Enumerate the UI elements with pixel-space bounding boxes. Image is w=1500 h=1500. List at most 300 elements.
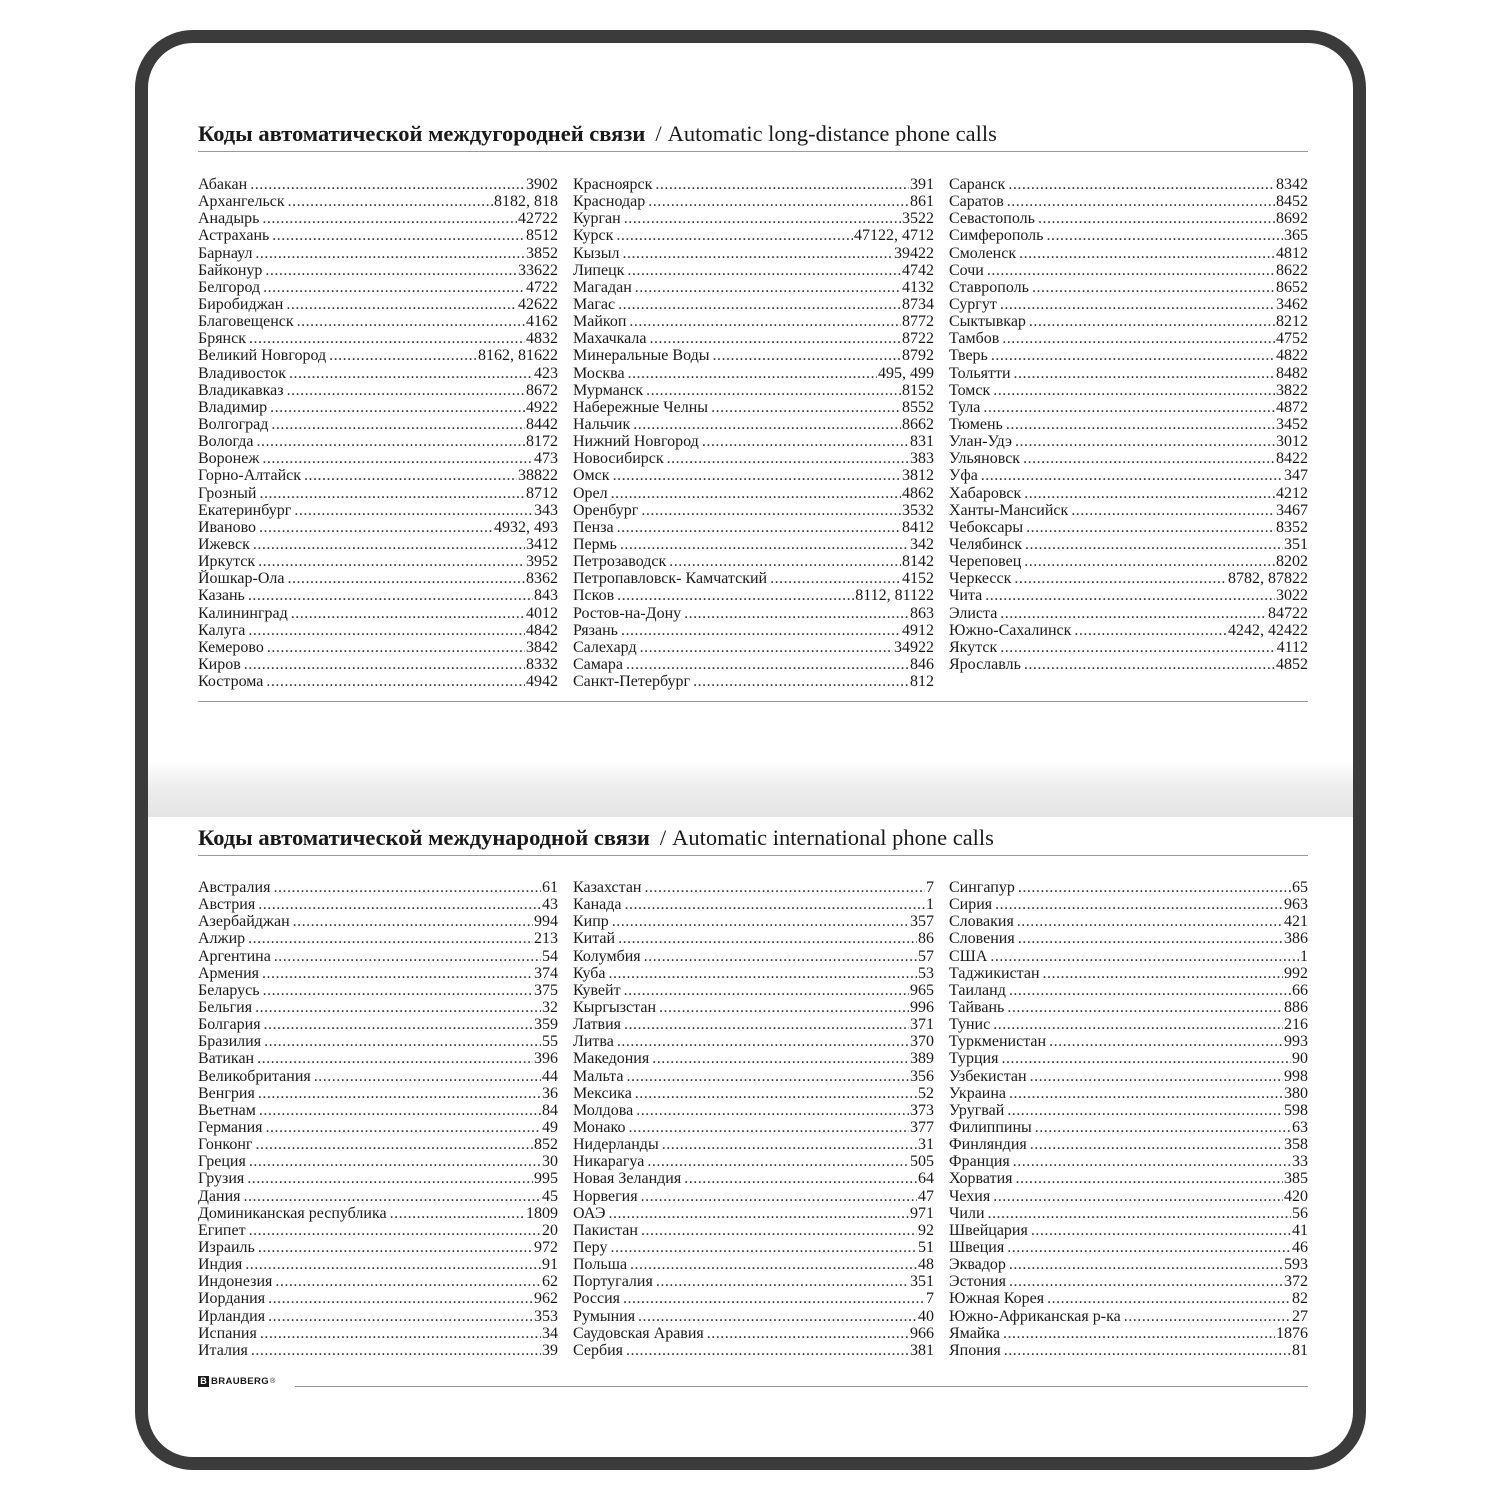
dot-leader — [1017, 913, 1283, 930]
dialing-code: 3412 — [526, 535, 558, 553]
country-name: Канада — [573, 896, 622, 914]
dot-leader — [244, 1188, 542, 1205]
city-code-entry — [573, 433, 934, 450]
dialing-code: 42622 — [518, 295, 558, 313]
dialing-code: 51 — [918, 1238, 934, 1256]
city-code-entry — [198, 347, 558, 364]
dot-leader — [626, 1068, 909, 1085]
country-code-entry — [198, 1068, 558, 1085]
dot-leader — [990, 948, 1299, 965]
city-code-entry — [573, 262, 934, 279]
country-code-entry — [949, 1256, 1308, 1273]
city-code-entry — [573, 176, 934, 193]
dialing-code: 27 — [1292, 1307, 1308, 1325]
city-code-entry — [949, 245, 1308, 262]
dot-leader — [1030, 1136, 1283, 1153]
dot-leader — [1032, 279, 1275, 296]
country-code-entry — [573, 1102, 934, 1119]
country-code-entry — [949, 1273, 1308, 1290]
country-name: Португалия — [573, 1273, 653, 1291]
dialing-code: 8772 — [902, 313, 934, 331]
city-code-entry — [573, 365, 934, 382]
dot-leader — [646, 382, 901, 399]
country-code-entry — [573, 1342, 934, 1359]
international-title-en: Automatic international phone calls — [672, 825, 994, 850]
dialing-code: 8182, 818 — [494, 193, 558, 211]
dialing-code: 82 — [1292, 1290, 1308, 1308]
city-code-entry — [949, 605, 1308, 622]
country-name: Таиланд — [949, 981, 1006, 999]
dot-leader — [1002, 330, 1275, 347]
city-name: Благовещенск — [198, 313, 294, 331]
dialing-code: 66 — [1292, 981, 1308, 999]
dot-leader — [667, 450, 909, 467]
city-code-entry — [198, 673, 558, 690]
country-code-entry — [198, 1325, 558, 1342]
dot-leader — [1035, 1119, 1291, 1136]
dialing-code: 381 — [910, 1341, 934, 1359]
dialing-code: 39 — [542, 1341, 558, 1359]
country-code-entry — [573, 930, 934, 947]
dialing-code: 43 — [542, 896, 558, 914]
city-name: Тольятти — [949, 364, 1011, 382]
city-code-entry — [198, 519, 558, 536]
dot-leader — [259, 485, 525, 502]
dot-leader — [1006, 416, 1275, 433]
dot-leader — [702, 433, 909, 450]
city-name: Курск — [573, 227, 614, 245]
country-code-entry — [198, 1170, 558, 1187]
dot-leader — [1074, 622, 1227, 639]
dialing-code: 45 — [542, 1187, 558, 1205]
city-code-entry — [573, 502, 934, 519]
city-name: Екатеринбург — [198, 501, 292, 519]
city-name: Кемерово — [198, 638, 264, 656]
dialing-code: 1 — [1300, 947, 1308, 965]
country-code-entry — [198, 1153, 558, 1170]
dialing-code: 3852 — [526, 244, 558, 262]
country-code-entry — [573, 1033, 934, 1050]
dialing-code: 90 — [1292, 1050, 1308, 1068]
city-code-entry — [949, 210, 1308, 227]
dialing-code: 42722 — [518, 210, 558, 228]
dot-leader — [656, 1273, 909, 1290]
city-code-entry — [573, 570, 934, 587]
country-code-entry — [949, 913, 1308, 930]
international-title-ru: Коды автоматической международной связи — [198, 825, 650, 850]
dialing-code: 3022 — [1276, 587, 1308, 605]
dot-leader — [248, 622, 525, 639]
dialing-code: 831 — [910, 433, 934, 451]
city-code-entry — [573, 622, 934, 639]
city-name: Сочи — [949, 261, 984, 279]
dialing-code: 385 — [1284, 1170, 1308, 1188]
dialing-code: 365 — [1284, 227, 1308, 245]
dot-leader — [633, 416, 901, 433]
dialing-code: 993 — [1284, 1033, 1308, 1051]
dialing-code: 53 — [918, 964, 934, 982]
dialing-code: 54 — [542, 947, 558, 965]
dialing-code: 38822 — [518, 467, 558, 485]
country-name: Мексика — [573, 1084, 632, 1102]
country-code-entry — [198, 930, 558, 947]
city-code-entry — [573, 519, 934, 536]
dialing-code: 372 — [1284, 1273, 1308, 1291]
city-name: Орел — [573, 484, 608, 502]
dot-leader — [1014, 570, 1227, 587]
dot-leader — [1000, 605, 1267, 622]
country-name: Латвия — [573, 1016, 622, 1034]
country-code-entry — [573, 1136, 934, 1153]
city-code-entry — [949, 382, 1308, 399]
country-code-entry — [573, 1170, 934, 1187]
country-name: Испания — [198, 1324, 257, 1342]
city-name: Брянск — [198, 330, 246, 348]
city-name: Пермь — [573, 535, 617, 553]
dialing-code: 216 — [1284, 1016, 1308, 1034]
country-name: Венгрия — [198, 1084, 255, 1102]
dialing-code: 965 — [910, 981, 934, 999]
dialing-code: 81 — [1292, 1341, 1308, 1359]
dot-leader — [1024, 553, 1275, 570]
page-fold-shadow — [148, 761, 1353, 817]
country-name: Бельгия — [198, 998, 253, 1016]
dialing-code: 62 — [542, 1273, 558, 1291]
brauberg-logo — [198, 1376, 275, 1387]
country-name: Тайвань — [949, 998, 1005, 1016]
city-code-entry — [198, 622, 558, 639]
dot-leader — [289, 365, 533, 382]
dot-leader — [268, 1290, 533, 1307]
country-code-entry — [198, 1136, 558, 1153]
dot-leader — [265, 262, 517, 279]
dot-leader — [618, 296, 901, 313]
dialing-code: 353 — [534, 1307, 558, 1325]
city-name: Ярославль — [949, 655, 1021, 673]
city-code-entry — [949, 433, 1308, 450]
dialing-code: 593 — [1284, 1256, 1308, 1274]
city-code-entry — [949, 176, 1308, 193]
dot-leader — [314, 1068, 541, 1085]
dialing-code: 359 — [534, 1016, 558, 1034]
dialing-code: 4822 — [1276, 347, 1308, 365]
country-code-entry — [198, 896, 558, 913]
dot-leader — [617, 587, 854, 604]
country-name: Кыргызстан — [573, 998, 657, 1016]
country-name: Сингапур — [949, 879, 1015, 896]
dot-leader — [249, 330, 525, 347]
city-code-entry — [573, 296, 934, 313]
dot-leader — [662, 1136, 917, 1153]
city-code-entry — [573, 656, 934, 673]
dialing-code: 4932, 493 — [494, 518, 558, 536]
country-name: Казахстан — [573, 879, 642, 896]
country-code-entry — [198, 1342, 558, 1359]
country-code-entry — [198, 982, 558, 999]
country-code-entry — [573, 1308, 934, 1325]
dot-leader — [1008, 176, 1275, 193]
footer-rule — [295, 1386, 1308, 1387]
city-code-entry — [198, 296, 558, 313]
country-name: Германия — [198, 1118, 263, 1136]
international-codes-column-2 — [573, 879, 934, 1359]
city-code-entry — [949, 587, 1308, 604]
city-name: Нижний Новгород — [573, 433, 699, 451]
country-code-entry — [198, 1033, 558, 1050]
dialing-code: 8112, 81122 — [855, 587, 934, 605]
dot-leader — [255, 999, 541, 1016]
city-code-entry — [949, 467, 1308, 484]
country-name: Пакистан — [573, 1221, 638, 1239]
country-name: Австралия — [198, 879, 271, 896]
dialing-code: 852 — [534, 1136, 558, 1154]
city-code-entry — [573, 399, 934, 416]
country-name: Румыния — [573, 1307, 636, 1325]
country-code-entry — [949, 1153, 1308, 1170]
dialing-code: 3822 — [1276, 381, 1308, 399]
city-code-entry — [573, 382, 934, 399]
city-name: Волгоград — [198, 415, 269, 433]
dot-leader — [985, 587, 1275, 604]
dot-leader — [618, 930, 917, 947]
country-code-entry — [573, 1239, 934, 1256]
dialing-code: 55 — [542, 1033, 558, 1051]
dialing-code: 4832 — [526, 330, 558, 348]
city-code-entry — [198, 210, 558, 227]
dot-leader — [274, 948, 541, 965]
dot-leader — [627, 262, 901, 279]
city-name: Томск — [949, 381, 991, 399]
country-name: Эстония — [949, 1273, 1006, 1291]
dialing-code: 48 — [918, 1256, 934, 1274]
country-name: Италия — [198, 1341, 248, 1359]
city-name: Оренбург — [573, 501, 639, 519]
city-name: Абакан — [198, 176, 248, 193]
dialing-code: 8212 — [1276, 313, 1308, 331]
city-name: Владимир — [198, 398, 268, 416]
country-code-entry — [573, 1205, 934, 1222]
city-code-entry — [573, 485, 934, 502]
dialing-code: 32 — [542, 998, 558, 1016]
city-name: Красноярск — [573, 176, 653, 193]
country-name: Азербайджан — [198, 913, 290, 931]
country-code-entry — [198, 1205, 558, 1222]
dialing-code: 31 — [918, 1136, 934, 1154]
page-footer — [198, 1374, 1308, 1394]
dot-leader — [287, 382, 525, 399]
country-code-entry — [949, 1119, 1308, 1136]
dialing-code: 41 — [1292, 1221, 1308, 1239]
dot-leader — [260, 1325, 541, 1342]
dialing-code: 992 — [1284, 964, 1308, 982]
city-name: Владивосток — [198, 364, 286, 382]
city-name: Петропавловск- Камчатский — [573, 570, 768, 588]
dialing-code: 8734 — [902, 295, 934, 313]
dot-leader — [1009, 1256, 1283, 1273]
dialing-code: 84 — [542, 1101, 558, 1119]
city-code-entry — [573, 279, 934, 296]
country-code-entry — [198, 999, 558, 1016]
city-name: Петрозаводск — [573, 553, 667, 571]
city-name: Киров — [198, 655, 241, 673]
city-name: Тамбов — [949, 330, 1000, 348]
country-code-entry — [949, 1342, 1308, 1359]
city-name: Иваново — [198, 518, 257, 536]
dot-leader — [1009, 1085, 1283, 1102]
city-code-entry — [198, 656, 558, 673]
dot-leader — [288, 193, 493, 210]
city-name: Воронеж — [198, 450, 260, 468]
dialing-code: 4722 — [526, 278, 558, 296]
dialing-code: 4922 — [526, 398, 558, 416]
dot-leader — [684, 1170, 917, 1187]
city-code-entry — [573, 605, 934, 622]
dot-leader — [264, 1016, 533, 1033]
dialing-code: 357 — [910, 913, 934, 931]
city-name: Иркутск — [198, 553, 256, 571]
country-name: Турция — [949, 1050, 999, 1068]
dialing-code: 962 — [534, 1290, 558, 1308]
city-name: Чита — [949, 587, 983, 605]
dot-leader — [1029, 313, 1275, 330]
dialing-code: 8452 — [1276, 193, 1308, 211]
dialing-code: 84722 — [1268, 604, 1308, 622]
country-code-entry — [198, 1308, 558, 1325]
dialing-code: 34 — [542, 1324, 558, 1342]
country-code-entry — [949, 1170, 1308, 1187]
dot-leader — [263, 982, 533, 999]
dialing-code: 47 — [918, 1187, 934, 1205]
dialing-code: 4872 — [1276, 398, 1308, 416]
city-name: Курган — [573, 210, 621, 228]
city-code-entry — [949, 347, 1308, 364]
dialing-code: 1876 — [1276, 1324, 1308, 1342]
city-code-entry — [949, 639, 1308, 656]
city-name: Якутск — [949, 638, 998, 656]
country-name: Дания — [198, 1187, 241, 1205]
dot-leader — [1016, 1170, 1284, 1187]
dialing-code: 61 — [542, 879, 558, 896]
country-name: Южная Корея — [949, 1290, 1045, 1308]
dot-leader — [257, 1050, 533, 1067]
country-name: Беларусь — [198, 981, 260, 999]
country-code-entry — [949, 1239, 1308, 1256]
dialing-code: 966 — [910, 1324, 934, 1342]
country-name: Доминиканская республика — [198, 1204, 387, 1222]
city-name: Салехард — [573, 638, 637, 656]
dialing-code: 8422 — [1276, 450, 1308, 468]
dot-leader — [287, 570, 525, 587]
dot-leader — [630, 1256, 917, 1273]
dialing-code: 40 — [918, 1307, 934, 1325]
dialing-code: 386 — [1284, 930, 1308, 948]
dot-leader — [262, 450, 533, 467]
city-code-entry — [198, 313, 558, 330]
dialing-code: 52 — [918, 1084, 934, 1102]
dot-leader — [1014, 365, 1275, 382]
country-name: Мальта — [573, 1067, 624, 1085]
dot-leader — [256, 433, 525, 450]
dot-leader — [249, 1153, 541, 1170]
city-code-entry — [949, 399, 1308, 416]
city-code-entry — [949, 330, 1308, 347]
dialing-code: 1809 — [526, 1204, 558, 1222]
city-name: Москва — [573, 364, 625, 382]
dialing-code: 36 — [542, 1084, 558, 1102]
city-code-entry — [198, 485, 558, 502]
city-name: Тверь — [949, 347, 988, 365]
city-name: Горно-Алтайск — [198, 467, 301, 485]
country-name: Вьетнам — [198, 1101, 256, 1119]
country-name: Словакия — [949, 913, 1014, 931]
dialing-code: 371 — [910, 1016, 934, 1034]
city-code-entry — [198, 587, 558, 604]
dialing-code: 8552 — [902, 398, 934, 416]
city-code-entry — [198, 365, 558, 382]
dot-leader — [258, 553, 525, 570]
dialing-code: 375 — [534, 981, 558, 999]
brand-name: BRAUBERG — [211, 1376, 270, 1387]
city-name: Псков — [573, 587, 615, 605]
dot-leader — [613, 467, 901, 484]
city-code-entry — [949, 570, 1308, 587]
country-code-entry — [198, 1050, 558, 1067]
country-code-entry — [573, 879, 934, 896]
dot-leader — [1003, 1325, 1275, 1342]
dot-leader — [644, 948, 917, 965]
dot-leader — [669, 553, 901, 570]
city-code-entry — [573, 330, 934, 347]
city-name: Омск — [573, 467, 610, 485]
city-code-entry — [949, 365, 1308, 382]
dialing-code: 812 — [910, 673, 934, 691]
city-code-entry — [573, 416, 934, 433]
city-code-entry — [198, 193, 558, 210]
country-name: Кувейт — [573, 981, 621, 999]
dialing-code: 383 — [910, 450, 934, 468]
city-name: Минеральные Воды — [573, 347, 710, 365]
city-code-entry — [949, 416, 1308, 433]
dot-leader — [1046, 227, 1283, 244]
country-name: США — [949, 947, 988, 965]
country-code-entry — [949, 1308, 1308, 1325]
city-name: Череповец — [949, 553, 1022, 571]
city-code-entry — [198, 639, 558, 656]
dot-leader — [271, 416, 525, 433]
dot-leader — [626, 656, 909, 673]
dialing-code: 4852 — [1276, 655, 1308, 673]
dot-leader — [259, 519, 493, 536]
country-name: Чили — [949, 1204, 985, 1222]
dot-leader — [1024, 485, 1275, 502]
country-code-entry — [949, 1068, 1308, 1085]
dialing-code: 8482 — [1276, 364, 1308, 382]
country-code-entry — [198, 1222, 558, 1239]
city-name: Челябинск — [949, 535, 1022, 553]
country-name: Никарагуа — [573, 1153, 645, 1171]
dot-leader — [266, 1119, 542, 1136]
country-code-entry — [573, 913, 934, 930]
dot-leader — [1000, 639, 1275, 656]
domestic-title-ru: Коды автоматической междугородней связи — [198, 121, 646, 146]
dialing-code: 92 — [918, 1221, 934, 1239]
dot-leader — [304, 467, 517, 484]
dot-leader — [610, 1239, 917, 1256]
dot-leader — [275, 1273, 541, 1290]
country-name: Уругвай — [949, 1101, 1005, 1119]
dot-leader — [693, 673, 909, 690]
city-code-entry — [573, 467, 934, 484]
